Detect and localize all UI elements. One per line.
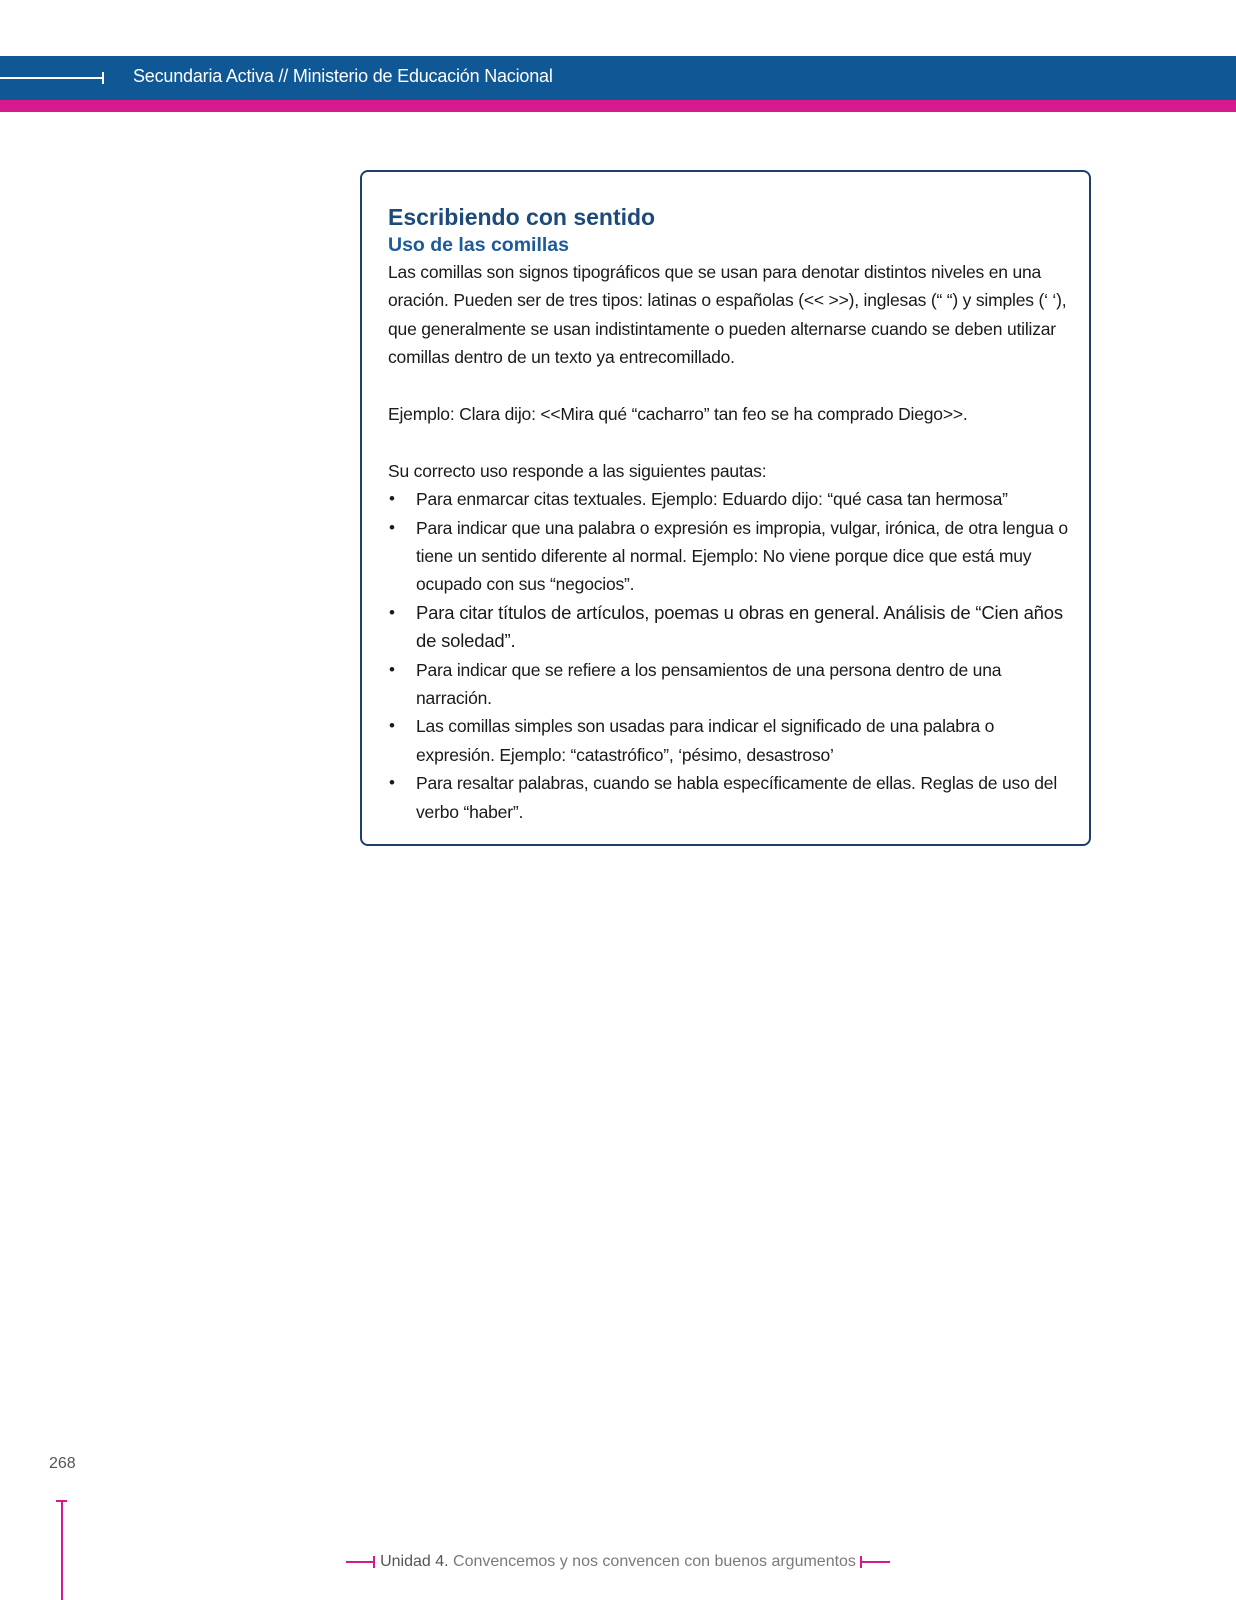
intro-paragraph: Las comillas son signos tipográficos que se usan para denotar distintos niveles en una oración. Pueden ser de tres tipos: latinas o españolas (<< >>), inglesas (“ “) y simples (‘ ‘), que generalmente se usan indistintamente o pueden alternarse cuando se deben utilizar comillas dentro de un texto ya entrecomillado. bbox=[388, 262, 1067, 368]
footer bbox=[0, 1553, 1236, 1571]
footer-right-decoration bbox=[860, 1556, 890, 1568]
list-item bbox=[388, 656, 1068, 713]
page-margin-line bbox=[61, 1500, 63, 1600]
bullet-icon: • bbox=[389, 602, 395, 622]
info-box-content bbox=[388, 202, 1068, 826]
page-number: 268 bbox=[49, 1455, 76, 1472]
list-item bbox=[388, 485, 1068, 513]
box-title: Escribiendo con sentido bbox=[388, 204, 656, 230]
footer-unit-label: Unidad 4. bbox=[380, 1553, 449, 1570]
list-item-text: Para citar títulos de artículos, poemas u obras en general. Análisis de “Cien años de soledad”. bbox=[416, 601, 1063, 652]
spacer bbox=[388, 428, 1068, 456]
list-item bbox=[388, 712, 1068, 769]
bullet-icon: • bbox=[389, 773, 395, 793]
list-item-text: Para resaltar palabras, cuando se habla específicamente de ellas. Reglas de uso del verbo “haber”. bbox=[416, 773, 1058, 822]
box-subtitle: Uso de las comillas bbox=[388, 234, 569, 256]
bullet-icon: • bbox=[389, 716, 395, 736]
footer-left-decoration bbox=[346, 1556, 376, 1568]
list-item-text: Las comillas simples son usadas para indicar el significado de una palabra o expresión. Ejemplo: “catastrófico”, ‘pésimo, desastroso’ bbox=[416, 716, 995, 765]
header-rule bbox=[0, 77, 103, 79]
rules-intro: Su correcto uso responde a las siguientes pautas: bbox=[388, 460, 767, 481]
list-item bbox=[388, 514, 1068, 599]
example-paragraph: Ejemplo: Clara dijo: <<Mira qué “cacharro” tan feo se ha comprado Diego>>. bbox=[388, 404, 968, 425]
spacer bbox=[388, 372, 1068, 400]
list-item bbox=[388, 599, 1068, 656]
footer-unit-title: Convencemos y nos convencen con buenos argumentos bbox=[453, 1553, 856, 1570]
list-item-text: Para enmarcar citas textuales. Ejemplo: Eduardo dijo: “qué casa tan hermosa” bbox=[416, 489, 1008, 510]
list-item bbox=[388, 769, 1068, 826]
header-accent-stripe bbox=[0, 100, 1236, 112]
list-item-text: Para indicar que una palabra o expresión es impropia, vulgar, irónica, de otra lengua o tiene un sentido diferente al normal. Ejemplo: No viene porque dice que está muy ocupado con sus “negocios”. bbox=[416, 517, 1068, 595]
header-rule-cap bbox=[102, 72, 104, 84]
bullet-icon: • bbox=[389, 659, 395, 679]
header-title: Secundaria Activa // Ministerio de Educación Nacional bbox=[133, 66, 553, 86]
rules-list bbox=[388, 485, 1068, 826]
info-box bbox=[360, 170, 1091, 846]
bullet-icon: • bbox=[389, 489, 395, 509]
bullet-icon: • bbox=[389, 517, 395, 537]
list-item-text: Para indicar que se refiere a los pensamientos de una persona dentro de una narración. bbox=[416, 659, 1002, 709]
